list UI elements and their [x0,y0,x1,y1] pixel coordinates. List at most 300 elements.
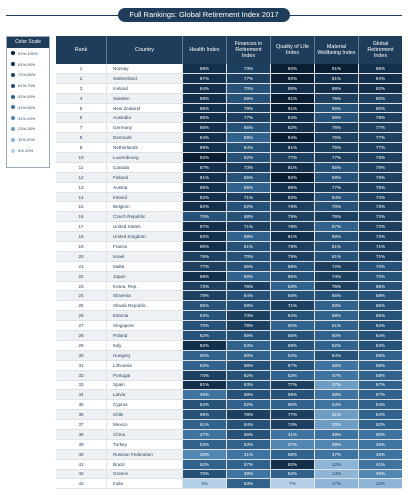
global-index-cell: 58% [358,361,402,370]
finances-cell: 79% [226,321,270,330]
quality-of-life-cell: 79% [270,252,314,261]
health-cell: 70% [182,470,226,479]
global-index-cell: 84% [358,74,402,83]
material-wellbeing-cell: 75% [314,133,358,142]
country-cell: India [106,479,182,488]
country-cell: Czech Republic [106,212,182,221]
column-header-global-index: Global Retirement Index [358,36,402,64]
quality-of-life-cell: 68% [270,262,314,271]
country-cell: Netherlands [106,143,182,152]
legend-item [7,59,49,70]
finances-cell: 55% [226,183,270,192]
material-wellbeing-cell: 12% [314,460,358,469]
page-title: Full Rankings: Global Retirement Index 2017 [118,8,290,22]
table-row [56,113,402,123]
country-cell: Latvia [106,390,182,399]
health-cell: 53% [182,361,226,370]
table-row [56,212,402,222]
global-index-cell: 77% [358,133,402,142]
finances-cell: 71% [226,222,270,231]
finances-cell: 60% [226,351,270,360]
global-index-cell: 75% [358,183,402,192]
legend-label: 21%-30% [18,126,36,132]
column-header-rank: Rank [74,46,88,53]
table-row [56,84,402,94]
global-index-cell: 82% [358,84,402,93]
country-cell: Italy [106,341,182,350]
material-wellbeing-cell: 81% [314,74,358,83]
table-row [56,470,402,480]
table-row [56,460,402,470]
quality-of-life-cell: 60% [270,400,314,409]
health-cell: 36% [182,450,226,459]
table-row [56,311,402,321]
finances-cell: 70% [226,252,270,261]
finances-cell: 65% [226,262,270,271]
rank-cell: 34 [78,392,84,398]
table-row [56,272,402,282]
finances-cell: 68% [226,301,270,310]
health-cell: 86% [182,123,226,132]
legend-item [7,70,49,81]
finances-cell: 64% [226,143,270,152]
health-cell: 87% [182,222,226,231]
quality-of-life-cell: 65% [270,331,314,340]
global-index-cell: 70% [358,262,402,271]
finances-cell: 73% [226,64,270,73]
global-index-cell: 80% [358,94,402,103]
rank-cell: 9 [79,145,83,151]
health-cell: 65% [182,301,226,310]
rank-cell: 11 [78,164,84,170]
table-row [56,74,402,84]
finances-cell: 64% [226,420,270,429]
rank-cell: 38 [78,431,84,437]
table-row [56,351,402,361]
table-row [56,153,402,163]
quality-of-life-cell: 82% [270,123,314,132]
finances-cell: 64% [226,291,270,300]
table-body [56,64,402,489]
legend-swatch [11,95,15,99]
global-index-cell: 71% [358,242,402,251]
country-cell: Japan [106,272,182,281]
legend-label: 51%-60% [18,94,36,100]
finances-cell: 52% [226,400,270,409]
rank-cell: 42 [78,471,84,477]
rank-cell: 41 [78,461,84,467]
material-wellbeing-cell: 47% [314,371,358,380]
rank-cell: 27 [78,323,84,329]
country-cell: Australia [106,113,182,122]
legend-label: 61%-70% [18,83,36,89]
material-wellbeing-cell: 17% [314,479,358,488]
health-cell: 85% [182,104,226,113]
rank-cell: 35 [78,402,84,408]
table-row [56,104,402,114]
quality-of-life-cell: 53% [270,282,314,291]
country-cell: Canada [106,163,182,172]
global-index-cell: 50% [358,430,402,439]
rank-cell: 36 [78,412,84,418]
rank-cell: 29 [78,342,84,348]
health-cell: 70% [182,321,226,330]
health-cell: 78% [182,291,226,300]
legend-item [7,113,49,124]
quality-of-life-cell: 74% [270,420,314,429]
health-cell: 62% [182,331,226,340]
global-index-cell: 77% [358,143,402,152]
health-cell: 76% [182,252,226,261]
material-wellbeing-cell: 64% [314,193,358,202]
global-index-cell: 68% [358,291,402,300]
legend-item [7,48,49,59]
health-cell: 82% [182,341,226,350]
rank-cell: 6 [79,115,83,121]
health-cell: 87% [182,74,226,83]
global-index-cell: 58% [358,371,402,380]
legend-item [7,124,49,135]
material-wellbeing-cell: 39% [314,440,358,449]
finances-cell: 71% [226,193,270,202]
finances-cell: 53% [226,440,270,449]
rank-cell: 1 [79,65,83,71]
country-cell: Russian Federation [106,450,182,459]
health-cell: 83% [182,232,226,241]
material-wellbeing-cell: 58% [314,311,358,320]
health-cell: 89% [182,94,226,103]
material-wellbeing-cell: 66% [314,291,358,300]
legend-title: Color Scale [7,37,49,48]
material-wellbeing-cell: 27% [314,381,358,390]
rank-cell: 37 [78,422,84,427]
quality-of-life-cell: 79% [270,242,314,251]
material-wellbeing-cell: 61% [314,242,358,251]
finances-cell: 62% [226,202,270,211]
legend-swatch [11,138,15,142]
table-row [56,371,402,381]
legend-label: 11%-20% [18,137,36,143]
quality-of-life-cell: 77% [270,381,314,390]
quality-of-life-cell: 58% [270,450,314,459]
table-row [56,361,402,371]
rank-cell: 3 [79,85,83,91]
country-cell: Sweden [106,94,182,103]
material-wellbeing-cell: 47% [314,450,358,459]
country-cell: France [106,242,182,251]
legend-item [7,134,49,145]
health-cell: 77% [182,262,226,271]
legend-swatch [11,73,15,77]
legend-item [7,145,49,156]
country-cell: Luxembourg [106,153,182,162]
rank-cell: 21 [78,263,84,269]
country-cell: United Kingdom [106,232,182,241]
country-cell: Belgium [106,202,182,211]
country-cell: Switzerland [106,74,182,83]
finances-cell: 58% [226,232,270,241]
country-cell: Ireland [106,193,182,202]
quality-of-life-cell: 92% [270,64,314,73]
health-cell: 70% [182,212,226,221]
country-cell: New Zealand [106,104,182,113]
material-wellbeing-cell: 52% [314,341,358,350]
global-index-cell: 72% [358,222,402,231]
material-wellbeing-cell: 61% [314,252,358,261]
rank-cell: 17 [78,224,84,230]
column-header-quality-of-life: Quality of Life Index [270,36,314,64]
country-cell: Greece [106,470,182,479]
quality-of-life-cell: 67% [270,361,314,370]
material-wellbeing-cell: 88% [314,84,358,93]
table-row [56,331,402,341]
global-index-cell: 12% [358,479,402,488]
health-cell: 92% [182,153,226,162]
health-cell: 72% [182,282,226,291]
finances-cell: 68% [226,390,270,399]
finances-cell: 63% [226,381,270,390]
country-cell: Slovenia [106,291,182,300]
material-wellbeing-cell: 77% [314,183,358,192]
legend-swatch [11,105,15,109]
global-index-cell: 78% [358,113,402,122]
health-cell: 81% [182,173,226,182]
country-cell: Korea, Rep. [106,282,182,291]
global-index-cell: 72% [358,232,402,241]
finances-cell: 69% [226,331,270,340]
quality-of-life-cell: 81% [270,143,314,152]
material-wellbeing-cell: 66% [314,104,358,113]
finances-cell: 70% [226,84,270,93]
country-cell: Lithuania [106,361,182,370]
material-wellbeing-cell: 77% [314,153,358,162]
material-wellbeing-cell: 75% [314,94,358,103]
table-row [56,450,402,460]
table-row [56,252,402,262]
material-wellbeing-cell: 65% [314,163,358,172]
material-wellbeing-cell: 30% [314,420,358,429]
rank-cell: 2 [79,75,83,81]
finances-cell: 68% [226,361,270,370]
rank-cell: 43 [78,481,84,487]
quality-of-life-cell: 94% [270,133,314,142]
country-cell: Denmark [106,133,182,142]
quality-of-life-cell: 76% [270,202,314,211]
quality-of-life-cell: 91% [270,94,314,103]
quality-of-life-cell: 75% [270,212,314,221]
finances-cell: 68% [226,212,270,221]
rank-cell: 26 [78,313,84,319]
global-index-cell: 76% [358,153,402,162]
health-cell: 88% [182,272,226,281]
global-index-cell: 70% [358,272,402,281]
global-index-cell: 40% [358,470,402,479]
global-index-cell: 45% [358,440,402,449]
table-row [56,430,402,440]
country-cell: Cyprus [106,400,182,409]
legend-label: 81%-90% [18,61,36,67]
legend-swatch [11,62,15,66]
material-wellbeing-cell: 72% [314,262,358,271]
table-row [56,282,402,292]
health-cell: 89% [182,64,226,73]
rank-cell: 24 [78,293,84,299]
rank-cell: 33 [78,382,84,388]
rank-cell: 19 [78,243,84,249]
legend-item [7,102,49,113]
country-cell: Malta [106,262,182,271]
finances-cell: 66% [226,123,270,132]
global-index-cell: 80% [358,104,402,113]
rank-cell: 30 [78,352,84,358]
material-wellbeing-cell: 75% [314,143,358,152]
rank-cell: 28 [78,332,84,338]
table-row [56,440,402,450]
health-cell: 89% [182,143,226,152]
legend-swatch [11,149,15,153]
material-wellbeing-cell: 66% [314,113,358,122]
global-index-cell: 57% [358,390,402,399]
rank-cell: 4 [79,95,83,101]
rank-cell: 40 [78,451,84,457]
global-index-cell: 73% [358,202,402,211]
table-row [56,321,402,331]
global-index-cell: 54% [358,410,402,419]
global-index-cell: 74% [358,193,402,202]
country-cell: Poland [106,331,182,340]
finances-cell: 49% [226,470,270,479]
country-cell: Mexico [106,420,182,429]
health-cell: 51% [182,420,226,429]
table-row [56,301,402,311]
country-cell: Germany [106,123,182,132]
finances-cell: 57% [226,460,270,469]
finances-cell: 73% [226,163,270,172]
material-wellbeing-cell: 70% [314,202,358,211]
rank-cell: 23 [78,283,84,289]
quality-of-life-cell: 86% [270,183,314,192]
health-cell: 69% [182,410,226,419]
quality-of-life-cell: 84% [270,113,314,122]
table-row [56,390,402,400]
quality-of-life-cell: 88% [270,84,314,93]
health-cell: 84% [182,133,226,142]
quality-of-life-cell: 77% [270,153,314,162]
global-index-cell: 71% [358,252,402,261]
finances-cell: 79% [226,104,270,113]
material-wellbeing-cell: 44% [314,400,358,409]
global-index-cell: 64% [358,331,402,340]
finances-cell: 77% [226,113,270,122]
finances-cell: 53% [226,479,270,488]
quality-of-life-cell: 52% [270,470,314,479]
legend-label: 41%-50% [18,104,36,110]
country-cell: Norway [106,64,182,73]
quality-of-life-cell: 53% [270,371,314,380]
legend-swatch [11,116,15,120]
column-header-health: Health Index [182,36,226,64]
material-wellbeing-cell: 60% [314,301,358,310]
quality-of-life-cell: 37% [270,440,314,449]
legend-label: 71%-80% [18,72,36,78]
health-cell: 46% [182,390,226,399]
quality-of-life-cell: 78% [270,222,314,231]
quality-of-life-cell: 7% [270,479,314,488]
global-index-cell: 66% [358,301,402,310]
table-row [56,202,402,212]
legend-label: 31%-40% [18,115,36,121]
table-row [56,341,402,351]
country-cell: Singapore [106,321,182,330]
finances-cell: 62% [226,371,270,380]
column-header-finances: Finances in Retirement Index [226,36,270,64]
rank-cell: 39 [78,441,84,447]
table-row [56,163,402,173]
health-cell: 63% [182,311,226,320]
quality-of-life-cell: 69% [270,390,314,399]
country-cell: Portugal [106,371,182,380]
finances-cell: 69% [226,94,270,103]
health-cell: 81% [182,381,226,390]
rank-cell: 10 [78,154,84,160]
material-wellbeing-cell: 75% [314,282,358,291]
table-row [56,262,402,272]
quality-of-life-cell: 92% [270,74,314,83]
finances-cell: 77% [226,74,270,83]
health-cell: 60% [182,351,226,360]
finances-cell: 53% [226,341,270,350]
finances-cell: 76% [226,282,270,291]
global-index-cell: 76% [358,173,402,182]
material-wellbeing-cell: 64% [314,351,358,360]
table-row [56,183,402,193]
health-cell: 62% [182,400,226,409]
table-row [56,420,402,430]
finances-cell: 65% [226,173,270,182]
material-wellbeing-cell: 14% [314,470,358,479]
quality-of-life-cell: 91% [270,104,314,113]
quality-of-life-cell: 92% [270,173,314,182]
country-cell: Slovak Republic [106,301,182,310]
quality-of-life-cell: 41% [270,430,314,439]
rank-cell: 20 [78,253,84,259]
legend-label: 0%-10% [18,148,34,154]
country-cell: United States [106,222,182,231]
material-wellbeing-cell: 48% [314,361,358,370]
finances-cell: 61% [226,242,270,251]
finances-cell: 74% [226,311,270,320]
finances-cell: 56% [226,272,270,281]
rank-cell: 15 [78,204,84,210]
finances-cell: 78% [226,410,270,419]
country-cell: Iceland [106,84,182,93]
rank-cell: 25 [78,303,84,309]
global-index-cell: 41% [358,460,402,469]
quality-of-life-cell: 71% [270,301,314,310]
table-row [56,381,402,391]
quality-of-life-cell: 66% [270,291,314,300]
material-wellbeing-cell: 48% [314,390,358,399]
rank-cell: 13 [78,184,84,190]
country-cell: Finland [106,173,182,182]
country-cell: Brazil [106,460,182,469]
table-row [56,222,402,232]
color-scale-legend [6,36,50,168]
legend-item [7,80,49,91]
material-wellbeing-cell: 51% [314,321,358,330]
quality-of-life-cell: 64% [270,311,314,320]
table-header [56,36,402,64]
